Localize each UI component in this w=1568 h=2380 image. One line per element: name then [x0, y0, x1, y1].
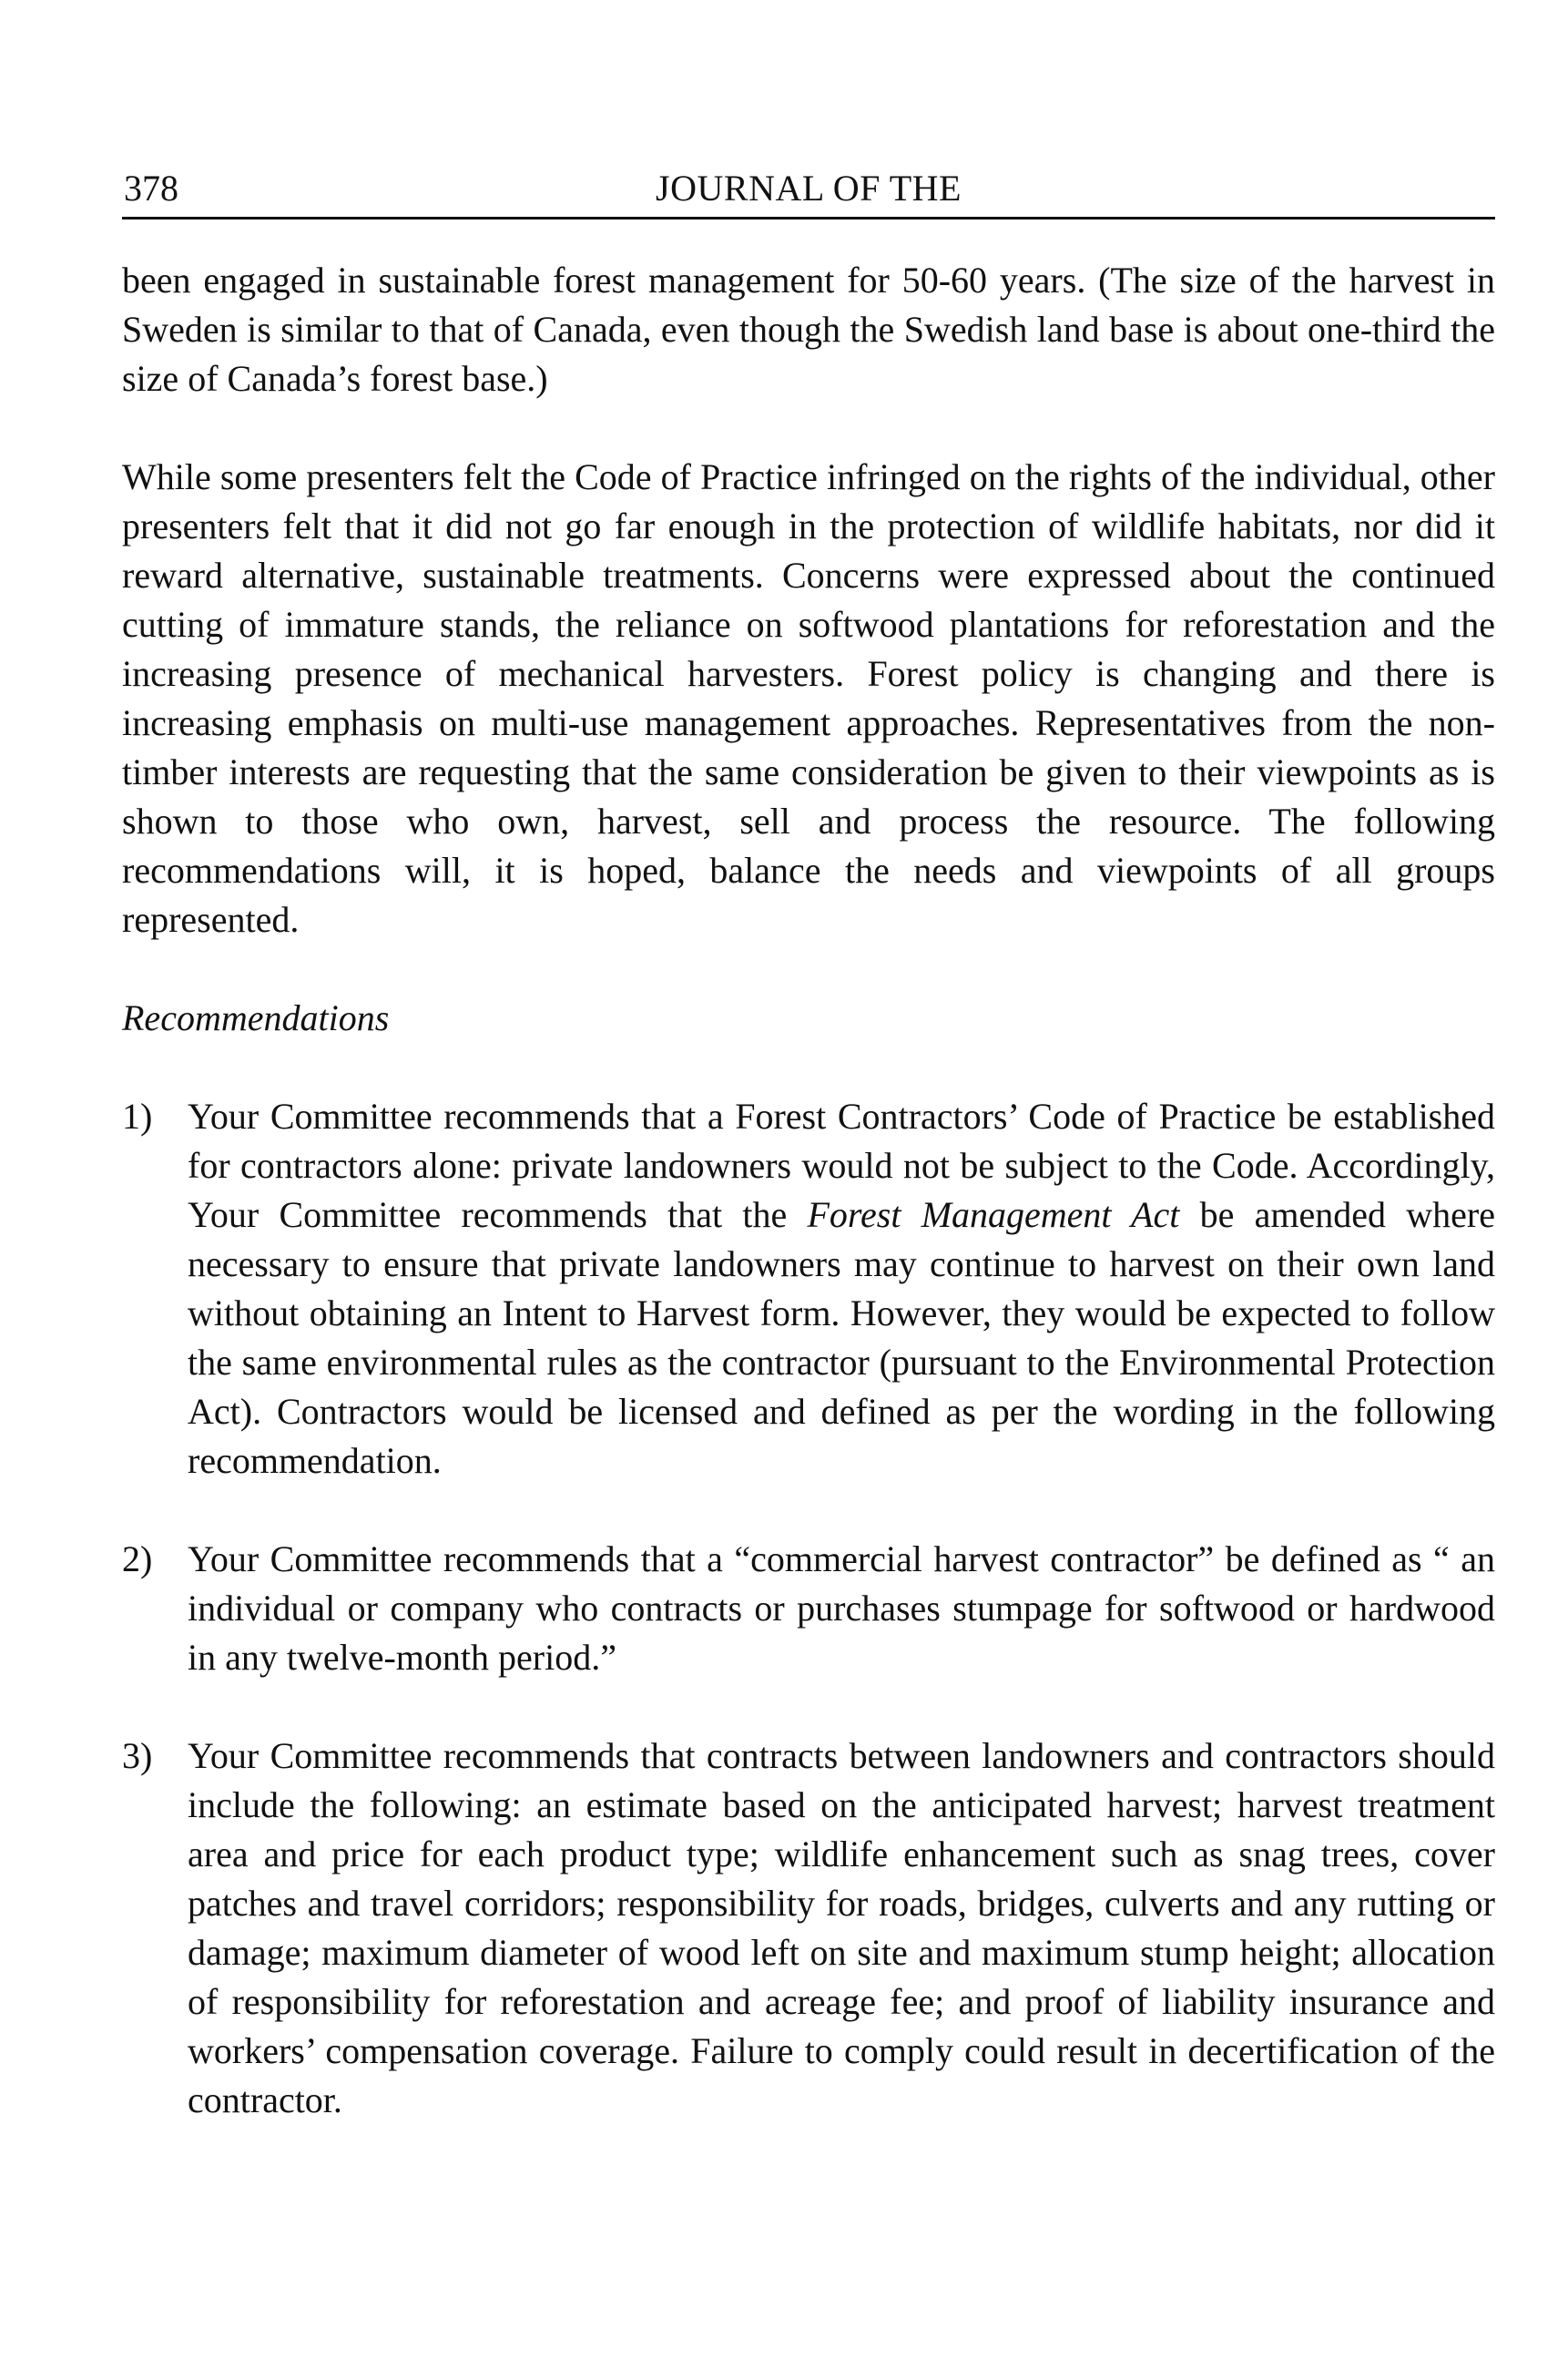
journal-title: JOURNAL OF THE	[656, 168, 962, 209]
page-number: 378	[124, 168, 178, 209]
recommendation-text-part: Your Committee recommends that a Forest Contractors’ Code of Practice be established for contractors alone: private landowners would not be subject to the Code. Accordingly, Your Committee recommends that the	[188, 1096, 1495, 1235]
recommendation-text	[188, 1092, 1495, 1486]
recommendation-item	[122, 1535, 1495, 1682]
recommendation-text: Your Committee recommends that a “commercial harvest contractor” be defined as “ an individual or company who contracts or purchases stumpage for softwood or hardwood in any twelve-month period.”	[188, 1538, 1495, 1678]
recommendation-number: 1)	[122, 1096, 153, 1137]
document-page	[122, 160, 1495, 2174]
running-header	[122, 160, 1495, 220]
recommendation-text: Your Committee recommends that contracts between landowners and contractors should include the following: an estimate based on the anticipated harvest; harvest treatment area and price for each product type; wildlife enhancement such as snag trees, cover patches and travel corridors; responsibility for roads, bridges, culverts and any rutting or damage; maximum diameter of wood left on site and maximum stump height; allocation of responsibility for reforestation and acreage fee; and proof of liability insurance and workers’ compensation coverage. Failure to comply could result in decertification of the contractor.	[188, 1735, 1495, 2120]
body-text	[122, 256, 1495, 2125]
recommendation-number: 3)	[122, 1735, 153, 1776]
recommendations-list	[122, 1092, 1495, 2125]
recommendation-item	[122, 1731, 1495, 2125]
recommendation-text-part: be amended where necessary to ensure that private landowners may continue to harvest on their own land without obtaining an Intent to Harvest form. However, they would be expected to follow the same environmental rules as the contractor (pursuant to the Environmental Protection Act). Contractors would be licensed and defined as per the wording in the following recommendation.	[188, 1194, 1496, 1481]
recommendation-item	[122, 1092, 1495, 1486]
recommendation-number: 2)	[122, 1538, 153, 1579]
act-name-italic: Forest Management Act	[807, 1194, 1180, 1235]
paragraph-sustainable-forestry: been engaged in sustainable forest management for 50-60 years. (The size of the harvest in Sweden is similar to that of Canada, even though the Swedish land base is about one-third the size of Canada’s forest base.)	[122, 260, 1495, 399]
paragraph-presenters-views: While some presenters felt the Code of Practice infringed on the rights of the individual, other presenters felt that it did not go far enough in the protection of wildlife habitats, nor did it reward alternative, sustainable treatments. Concerns were expressed about the continued cutting of immature stands, the reliance on softwood plantations for reforestation and the increasing presence of mechanical harvesters. Forest policy is changing and there is increasing emphasis on multi-use management approaches. Representatives from the non-timber interests are requesting that the same consideration be given to their viewpoints as is shown to those who own, harvest, sell and process the resource. The following recommendations will, it is hoped, balance the needs and viewpoints of all groups represented.	[122, 456, 1495, 940]
section-heading-recommendations: Recommendations	[122, 997, 390, 1038]
